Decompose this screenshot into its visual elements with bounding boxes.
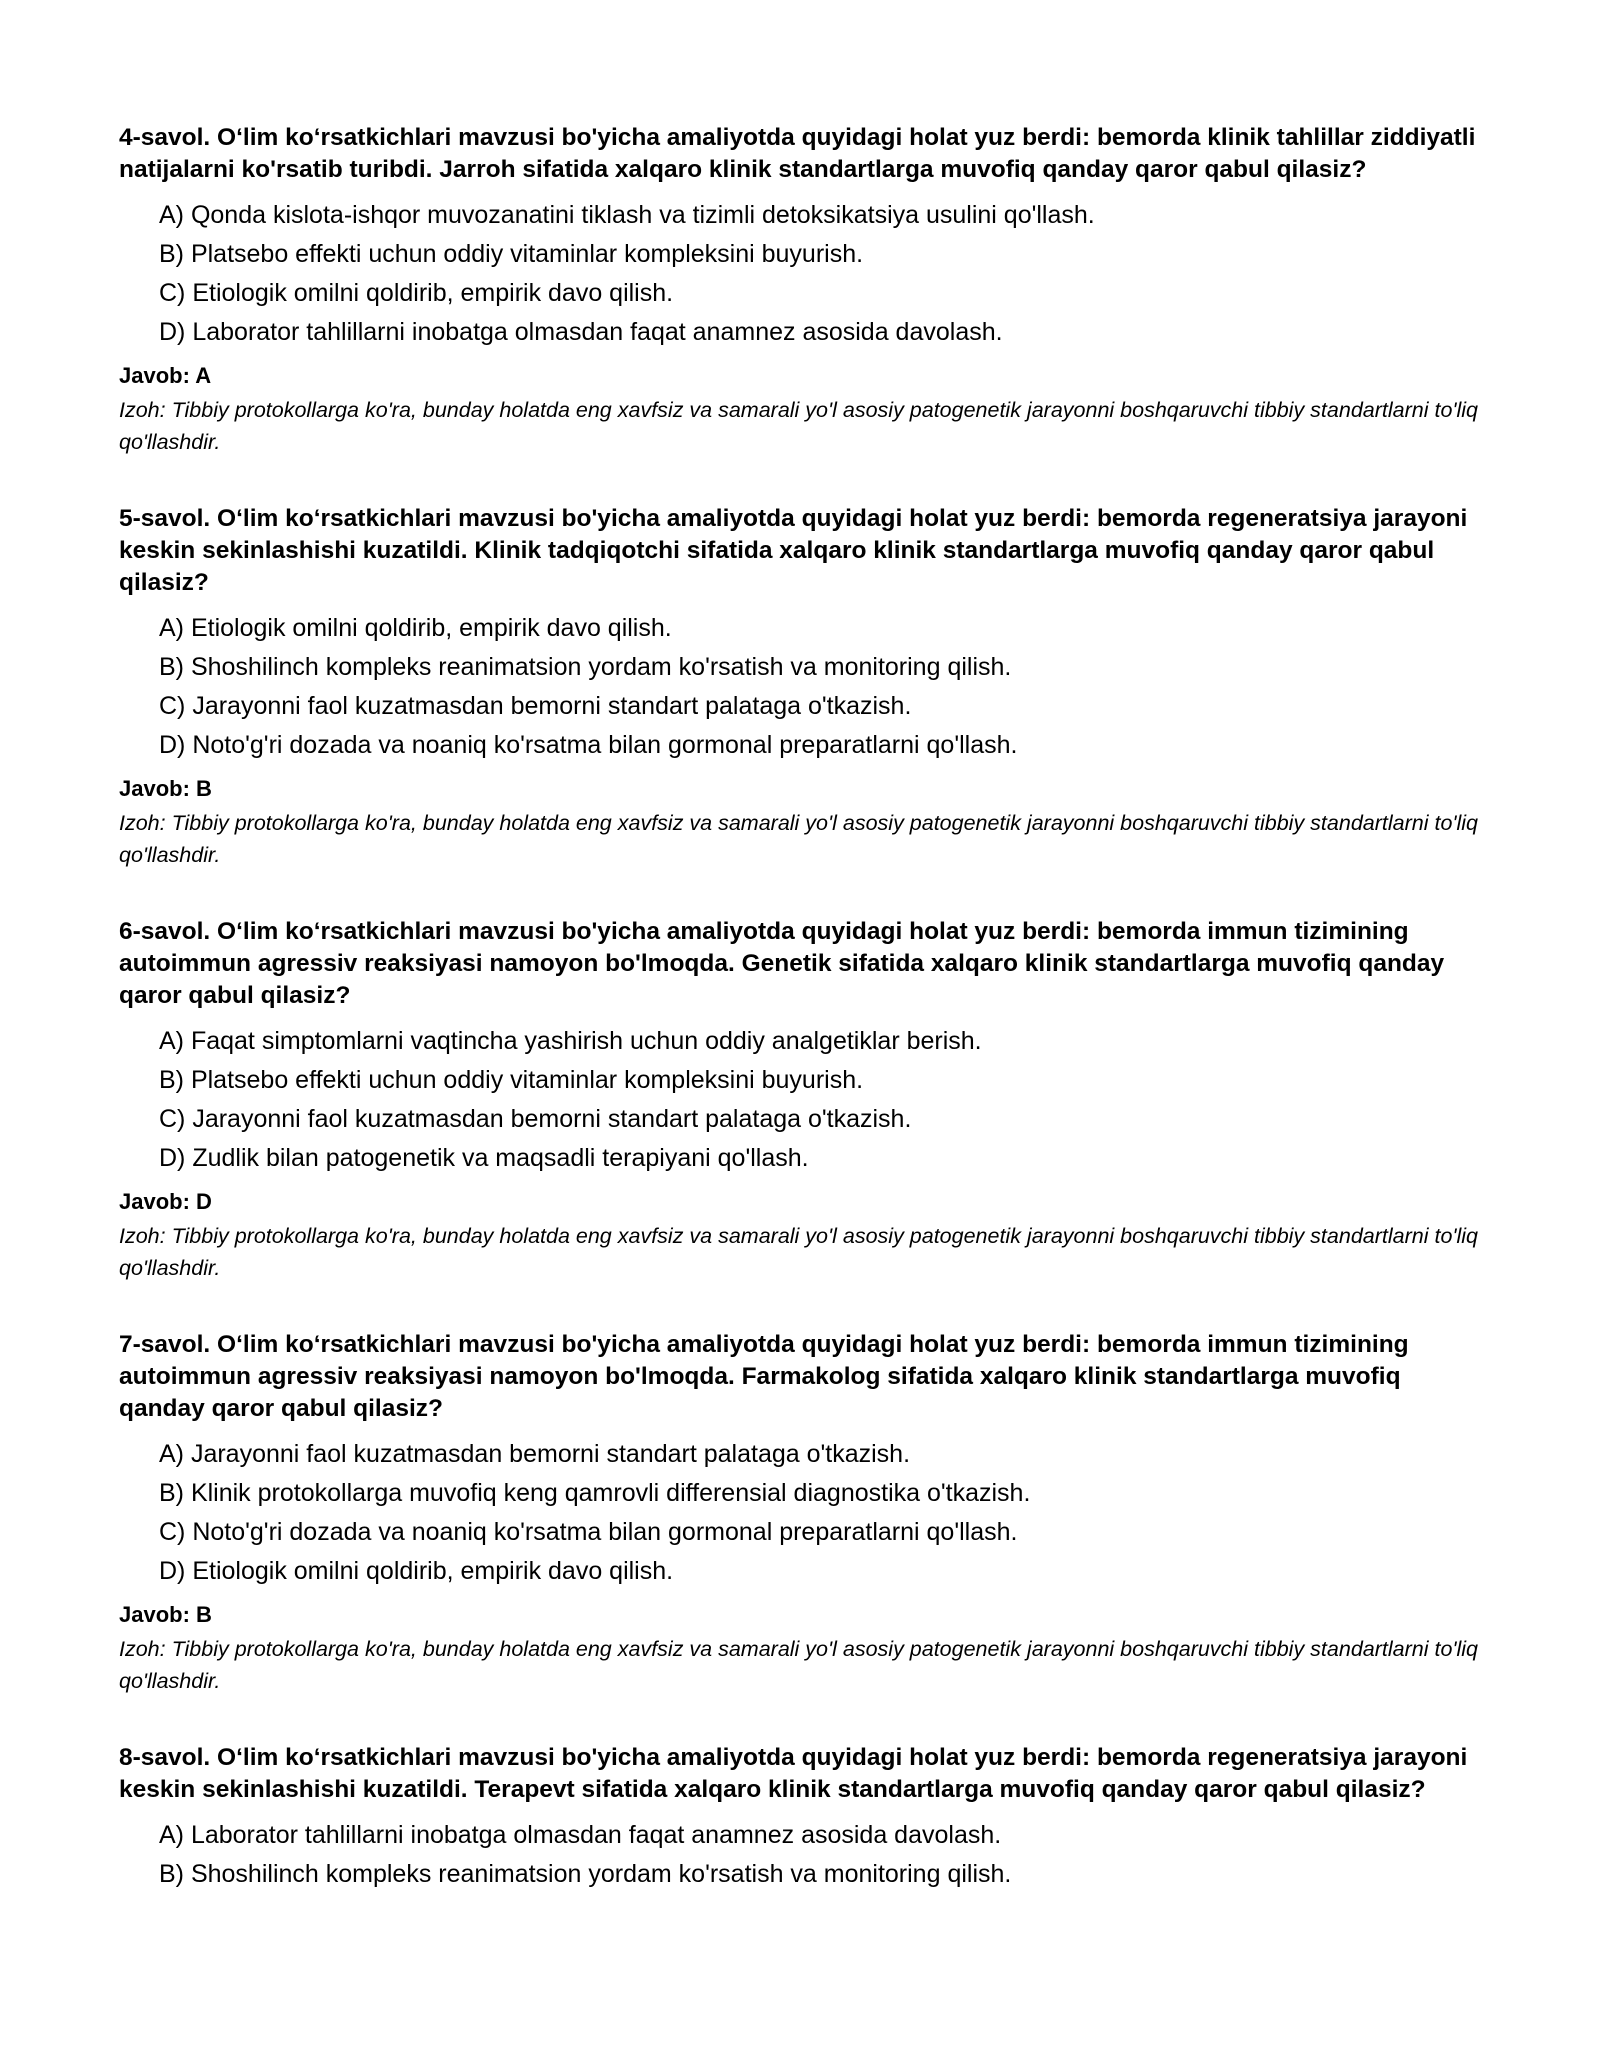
question-block-4 xyxy=(119,122,1489,458)
question-text: 6-savol. O‘lim ko‘rsatkichlari mavzusi bo'yicha amaliyotda quyidagi holat yuz berdi: bemorda immun tizimining autoimmun agressiv reaksiyasi namoyon bo'lmoqda. Genetik sifatida xalqaro klinik standartlarga muvofiq qanday qaror qabul qilasiz? xyxy=(119,918,1445,1009)
option-b: B) Klinik protokollarga muvofiq keng qamrovli differensial diagnostika o'tkazish. xyxy=(159,1479,1031,1507)
question-text: 8-savol. O‘lim ko‘rsatkichlari mavzusi bo'yicha amaliyotda quyidagi holat yuz berdi: bemorda regeneratsiya jarayoni keskin sekinlashishi kuzatildi. Terapevt sifatida xalqaro klinik standartlarga muvofiq qanday qaror qabul qilasiz? xyxy=(119,1744,1468,1803)
explanation-note: Izoh: Tibbiy protokollarga ko'ra, bunday holatda eng xavfsiz va samarali yo'l asosiy patogenetik jarayonni boshqaruvchi tibbiy standartlarni to'liq qo'llashdir. xyxy=(119,398,1479,454)
question-block-6 xyxy=(119,916,1489,1284)
option-list xyxy=(119,1816,1489,1894)
answer-label: Javob: A xyxy=(119,363,212,388)
option-a: A) Faqat simptomlarni vaqtincha yashirish uchun oddiy analgetiklar berish. xyxy=(159,1027,982,1055)
answer-label: Javob: B xyxy=(119,776,212,801)
question-text: 4-savol. O‘lim ko‘rsatkichlari mavzusi bo'yicha amaliyotda quyidagi holat yuz berdi: bemorda klinik tahlillar ziddiyatli natijalarni ko'rsatib turibdi. Jarroh sifatida xalqaro klinik standartlarga muvofiq qanday qaror qabul qilasiz? xyxy=(119,124,1476,183)
option-list xyxy=(119,1022,1489,1178)
option-d: D) Zudlik bilan patogenetik va maqsadli terapiyani qo'llash. xyxy=(159,1144,809,1172)
option-d: D) Laborator tahlillarni inobatga olmasdan faqat anamnez asosida davolash. xyxy=(159,318,1003,346)
question-block-7 xyxy=(119,1329,1489,1697)
question-block-8 xyxy=(119,1742,1489,1894)
question-text: 5-savol. O‘lim ko‘rsatkichlari mavzusi bo'yicha amaliyotda quyidagi holat yuz berdi: bemorda regeneratsiya jarayoni keskin sekinlashishi kuzatildi. Klinik tadqiqotchi sifatida xalqaro klinik standartlarga muvofiq qanday qaror qabul qilasiz? xyxy=(119,505,1468,596)
answer-label: Javob: D xyxy=(119,1189,212,1214)
answer-label: Javob: B xyxy=(119,1602,212,1627)
document-page xyxy=(119,122,1489,1939)
option-a: A) Jarayonni faol kuzatmasdan bemorni standart palataga o'tkazish. xyxy=(159,1440,911,1468)
question-block-5 xyxy=(119,503,1489,871)
option-b: B) Platsebo effekti uchun oddiy vitaminlar kompleksini buyurish. xyxy=(159,240,864,268)
option-c: C) Jarayonni faol kuzatmasdan bemorni standart palataga o'tkazish. xyxy=(159,1105,912,1133)
option-b: B) Shoshilinch kompleks reanimatsion yordam ko'rsatish va monitoring qilish. xyxy=(159,1860,1012,1888)
option-list xyxy=(119,1435,1489,1591)
explanation-note: Izoh: Tibbiy protokollarga ko'ra, bunday holatda eng xavfsiz va samarali yo'l asosiy patogenetik jarayonni boshqaruvchi tibbiy standartlarni to'liq qo'llashdir. xyxy=(119,1637,1479,1693)
explanation-note: Izoh: Tibbiy protokollarga ko'ra, bunday holatda eng xavfsiz va samarali yo'l asosiy patogenetik jarayonni boshqaruvchi tibbiy standartlarni to'liq qo'llashdir. xyxy=(119,1224,1479,1280)
option-a: A) Qonda kislota-ishqor muvozanatini tiklash va tizimli detoksikatsiya usulini qo'llash. xyxy=(159,201,1095,229)
option-a: A) Etiologik omilni qoldirib, empirik davo qilish. xyxy=(159,614,672,642)
option-list xyxy=(119,196,1489,352)
option-b: B) Shoshilinch kompleks reanimatsion yordam ko'rsatish va monitoring qilish. xyxy=(159,653,1012,681)
option-d: D) Etiologik omilni qoldirib, empirik davo qilish. xyxy=(159,1557,674,1585)
option-a: A) Laborator tahlillarni inobatga olmasdan faqat anamnez asosida davolash. xyxy=(159,1821,1002,1849)
option-b: B) Platsebo effekti uchun oddiy vitaminlar kompleksini buyurish. xyxy=(159,1066,864,1094)
option-c: C) Jarayonni faol kuzatmasdan bemorni standart palataga o'tkazish. xyxy=(159,692,912,720)
explanation-note: Izoh: Tibbiy protokollarga ko'ra, bunday holatda eng xavfsiz va samarali yo'l asosiy patogenetik jarayonni boshqaruvchi tibbiy standartlarni to'liq qo'llashdir. xyxy=(119,811,1479,867)
option-c: C) Etiologik omilni qoldirib, empirik davo qilish. xyxy=(159,279,674,307)
option-list xyxy=(119,609,1489,765)
option-d: D) Noto'g'ri dozada va noaniq ko'rsatma bilan gormonal preparatlarni qo'llash. xyxy=(159,731,1018,759)
option-c: C) Noto'g'ri dozada va noaniq ko'rsatma bilan gormonal preparatlarni qo'llash. xyxy=(159,1518,1018,1546)
question-text: 7-savol. O‘lim ko‘rsatkichlari mavzusi bo'yicha amaliyotda quyidagi holat yuz berdi: bemorda immun tizimining autoimmun agressiv reaksiyasi namoyon bo'lmoqda. Farmakolog sifatida xalqaro klinik standartlarga muvofiq qanday qaror qabul qilasiz? xyxy=(119,1331,1409,1422)
